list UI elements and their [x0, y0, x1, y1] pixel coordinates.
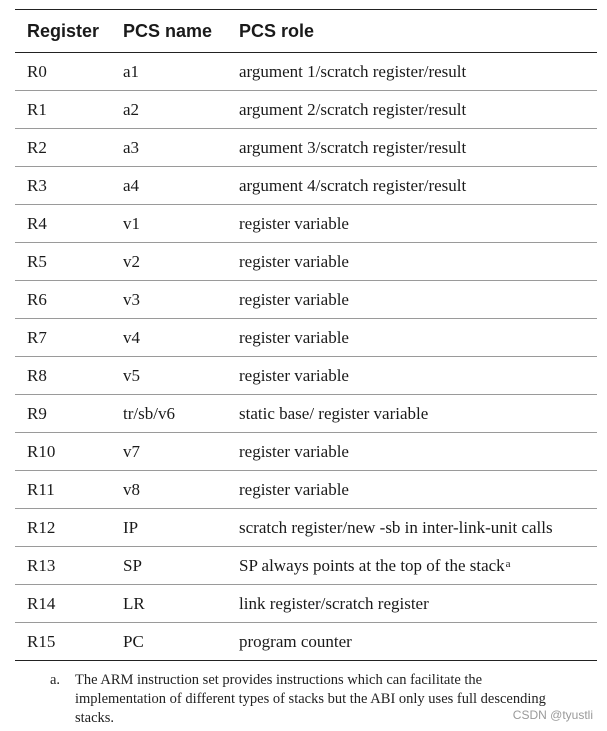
header-pcs-name: PCS name: [111, 10, 227, 53]
table-row: [15, 357, 597, 395]
register-cell: R13: [15, 547, 111, 585]
pcs-role-cell: [227, 91, 597, 129]
pcs-name-cell: v4: [111, 319, 227, 357]
table-header: [15, 10, 597, 53]
pcs-role-text: program counter: [239, 631, 352, 651]
pcs-role-text: register variable: [239, 327, 349, 347]
pcs-role-cell: [227, 623, 597, 661]
register-cell: R2: [15, 129, 111, 167]
register-cell: R4: [15, 205, 111, 243]
table-row: [15, 205, 597, 243]
pcs-role-cell: [227, 205, 597, 243]
pcs-role-cell: [227, 471, 597, 509]
pcs-name-cell: a4: [111, 167, 227, 205]
register-cell: R14: [15, 585, 111, 623]
pcs-role-text: argument 2/scratch register/result: [239, 99, 467, 119]
register-cell: R10: [15, 433, 111, 471]
pcs-role-cell: [227, 357, 597, 395]
pcs-role-text: argument 1/scratch register/result: [239, 61, 467, 81]
pcs-role-cell: [227, 281, 597, 319]
footnote-text: The ARM instruction set provides instructions which can facilitate the implementation of different types of stacks but the ABI only uses full descending stacks.: [75, 672, 546, 726]
register-cell: R8: [15, 357, 111, 395]
pcs-name-cell: a1: [111, 53, 227, 91]
footnote: [50, 671, 550, 728]
register-cell: R15: [15, 623, 111, 661]
register-table: [15, 9, 597, 661]
pcs-role-text: register variable: [239, 251, 349, 271]
register-cell: R1: [15, 91, 111, 129]
table-row: [15, 509, 597, 547]
pcs-name-cell: a2: [111, 91, 227, 129]
pcs-role-text: argument 4/scratch register/result: [239, 175, 467, 195]
pcs-name-cell: v7: [111, 433, 227, 471]
register-cell: R6: [15, 281, 111, 319]
table-body: [15, 53, 597, 661]
table-row: [15, 167, 597, 205]
table-row: [15, 585, 597, 623]
pcs-role-text: link register/scratch register: [239, 593, 429, 613]
pcs-name-cell: v3: [111, 281, 227, 319]
register-cell: R12: [15, 509, 111, 547]
pcs-role-text: register variable: [239, 479, 349, 499]
register-cell: R7: [15, 319, 111, 357]
table-row: [15, 395, 597, 433]
table-row: [15, 129, 597, 167]
register-cell: R5: [15, 243, 111, 281]
pcs-role-cell: [227, 395, 597, 433]
table-row: [15, 281, 597, 319]
pcs-role-cell: [227, 319, 597, 357]
pcs-name-cell: SP: [111, 547, 227, 585]
header-row: [15, 10, 597, 53]
register-table-container: [15, 9, 597, 661]
pcs-role-text: SP always points at the top of the stack: [239, 555, 505, 575]
pcs-name-cell: LR: [111, 585, 227, 623]
pcs-role-cell: [227, 53, 597, 91]
pcs-role-cell: [227, 509, 597, 547]
pcs-name-cell: IP: [111, 509, 227, 547]
pcs-role-cell: [227, 167, 597, 205]
table-row: [15, 319, 597, 357]
footnote-reference: a: [505, 557, 511, 570]
register-cell: R9: [15, 395, 111, 433]
pcs-role-text: scratch register/new -sb in inter-link-unit calls: [239, 517, 553, 537]
pcs-name-cell: v2: [111, 243, 227, 281]
pcs-name-cell: v5: [111, 357, 227, 395]
pcs-name-cell: v1: [111, 205, 227, 243]
register-cell: R11: [15, 471, 111, 509]
pcs-name-cell: v8: [111, 471, 227, 509]
table-row: [15, 91, 597, 129]
table-row: [15, 433, 597, 471]
pcs-role-cell: [227, 547, 597, 585]
pcs-name-cell: tr/sb/v6: [111, 395, 227, 433]
header-pcs-role: PCS role: [227, 10, 597, 53]
footnote-marker: a.: [50, 672, 61, 688]
pcs-role-text: register variable: [239, 289, 349, 309]
table-row: [15, 547, 597, 585]
pcs-name-cell: a3: [111, 129, 227, 167]
pcs-name-cell: PC: [111, 623, 227, 661]
pcs-role-cell: [227, 585, 597, 623]
register-cell: R0: [15, 53, 111, 91]
pcs-role-cell: [227, 243, 597, 281]
pcs-role-text: register variable: [239, 213, 349, 233]
table-row: [15, 623, 597, 661]
table-row: [15, 471, 597, 509]
pcs-role-text: register variable: [239, 441, 349, 461]
header-register: Register: [15, 10, 111, 53]
pcs-role-text: register variable: [239, 365, 349, 385]
pcs-role-text: static base/ register variable: [239, 403, 429, 423]
table-row: [15, 243, 597, 281]
pcs-role-cell: [227, 433, 597, 471]
register-cell: R3: [15, 167, 111, 205]
pcs-role-cell: [227, 129, 597, 167]
watermark: CSDN @tyustli: [512, 708, 593, 722]
pcs-role-text: argument 3/scratch register/result: [239, 137, 467, 157]
table-row: [15, 53, 597, 91]
